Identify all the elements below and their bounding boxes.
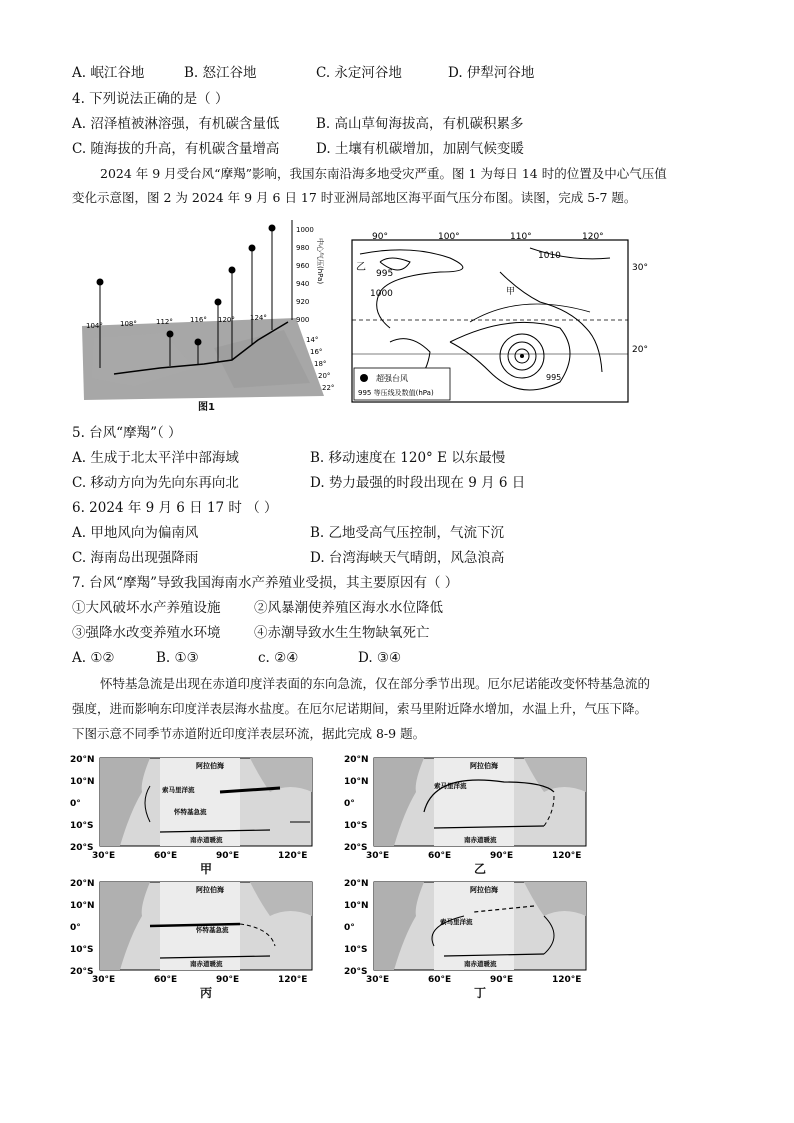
q4-option-a: A. 沼泽植被淋溶强，有机碳含量低 (72, 116, 280, 132)
arabian-sea-label: 阿拉伯海 (470, 886, 498, 894)
q5-stem: 5. 台风“摩羯”（ ） (72, 425, 182, 441)
lat-tick-22: 22° (322, 384, 335, 392)
q5-option-d: D. 势力最强的时段出现在 9 月 6 日 (310, 475, 526, 491)
lon-label: 90°E (216, 975, 240, 985)
lat-tick-20: 20° (318, 372, 331, 380)
lon-label: 60°E (154, 851, 178, 861)
current-label: 索马里洋流 (434, 782, 467, 790)
lon-label: 60°E (428, 975, 452, 985)
fig2-lat-30: 30° (632, 263, 648, 273)
fig2-lat-20: 20° (632, 345, 648, 355)
current-label: 南赤道暖流 (464, 836, 497, 844)
lon-label-112: 112° (156, 318, 173, 326)
lon-label: 30°E (92, 975, 116, 985)
lat-label: 0° (344, 799, 355, 809)
lat-label: 0° (344, 923, 355, 933)
q7-item-1: ①大风破坏水产养殖设施 (72, 600, 221, 616)
lon-label: 90°E (216, 851, 240, 861)
q7-item-4: ④赤潮导致水生生物缺氧死亡 (254, 625, 430, 641)
q3-option-d: D. 伊犁河谷地 (448, 65, 535, 81)
q7-stem: 7. 台风“摩羯”导致我国海南水产养殖业受损，其主要原因有（ ） (72, 575, 459, 591)
isobar-995-typhoon: 995 (546, 373, 562, 382)
lat-label: 10°S (344, 821, 368, 831)
passage1-line1: 2024 年 9 月受台风“摩羯”影响，我国东南沿海多地受灾严重。图 1 为每日 14 时的位置及中心气压值 (100, 166, 667, 181)
lat-label: 10°S (70, 821, 94, 831)
lon-label-120: 120° (218, 316, 235, 324)
current-label: 南赤道暖流 (190, 960, 223, 968)
lon-label: 120°E (552, 975, 582, 985)
fig2-lon-120: 120° (582, 232, 604, 242)
current-label: 索马里洋流 (440, 918, 473, 926)
fig2-lon-100: 100° (438, 232, 460, 242)
pressure-tick-1000: 1000 (296, 226, 314, 234)
passage2-line2: 强度，进而影响东印度洋表层海水盐度。在厄尔尼诺期间，索马里附近降水增加，水温上升，气压下降。 (72, 701, 648, 716)
lat-label: 0° (70, 923, 81, 933)
lon-label: 30°E (366, 851, 390, 861)
pressure-tick-900: 900 (296, 316, 310, 324)
q4-stem: 4. 下列说法正确的是（ ） (72, 91, 229, 107)
lat-label: 20°N (344, 755, 369, 765)
map-panel-label: 丙 (200, 986, 213, 1000)
lon-label: 90°E (490, 851, 514, 861)
lon-label: 120°E (278, 975, 308, 985)
legend-typhoon: 超强台风 (376, 374, 408, 383)
lon-label: 30°E (92, 851, 116, 861)
lat-label: 20°S (70, 843, 94, 853)
lat-label: 10°N (70, 901, 95, 911)
lon-label: 90°E (490, 975, 514, 985)
fig2-lon-110: 110° (510, 232, 532, 242)
pressure-tick-980: 980 (296, 244, 310, 252)
current-label: 索马里洋流 (162, 786, 195, 794)
lon-label: 120°E (278, 851, 308, 861)
q5-option-a: A. 生成于北太平洋中部海域 (72, 450, 239, 466)
q4-option-c: C. 随海拔的升高，有机碳含量增高 (72, 141, 280, 157)
q3-option-a: A. 岷江谷地 (72, 65, 145, 81)
current-label: 南赤道暖流 (464, 960, 497, 968)
q7-item-2: ②风暴潮使养殖区海水水位降低 (254, 600, 443, 616)
figure-2 (350, 232, 650, 404)
lon-label: 30°E (366, 975, 390, 985)
lat-label: 20°N (70, 879, 95, 889)
q4-option-d: D. 土壤有机碳增加，加剧气候变暖 (316, 141, 524, 157)
q7-option-a: A. ①② (72, 650, 115, 666)
map-panel-1 (70, 752, 330, 876)
legend-isobar: 995 等压线及数值(hPa) (358, 389, 434, 397)
lat-label: 10°S (70, 945, 94, 955)
current-label: 怀特基急流 (196, 926, 229, 934)
map-panel-3 (70, 876, 330, 1000)
arabian-sea-label: 阿拉伯海 (196, 886, 224, 894)
lon-label-104: 104° (86, 322, 103, 330)
isobar-1010: 1010 (538, 251, 561, 261)
place-jia: 甲 (506, 287, 516, 297)
lat-tick-16: 16° (310, 348, 323, 356)
lon-label-108: 108° (120, 320, 137, 328)
lat-label: 20°S (70, 967, 94, 977)
lon-label-116: 116° (190, 316, 207, 324)
q6-stem: 6. 2024 年 9 月 6 日 17 时 （ ） (72, 500, 278, 516)
q7-option-c: c. ②④ (258, 650, 299, 666)
current-label: 南赤道暖流 (190, 836, 223, 844)
lon-label: 60°E (154, 975, 178, 985)
lat-tick-14: 14° (306, 336, 319, 344)
isobar-1000: 1000 (370, 289, 393, 299)
passage2-line3: 下图示意不同季节赤道附近印度洋表层环流，据此完成 8-9 题。 (72, 726, 426, 741)
lat-label: 20°S (344, 967, 368, 977)
q7-option-b: B. ①③ (156, 650, 199, 666)
lon-label: 60°E (428, 851, 452, 861)
fig2-lon-90: 90° (372, 232, 388, 242)
pressure-tick-960: 960 (296, 262, 310, 270)
map-panel-4 (344, 876, 604, 1000)
arabian-sea-label: 阿拉伯海 (196, 762, 224, 770)
map-panel-label: 乙 (474, 862, 487, 876)
lat-tick-18: 18° (314, 360, 327, 368)
figure-1 (74, 218, 340, 414)
q4-option-b: B. 高山草甸海拔高，有机碳积累多 (316, 116, 524, 132)
lat-label: 20°N (70, 755, 95, 765)
q7-option-d: D. ③④ (358, 650, 402, 666)
map-panel-label: 甲 (200, 862, 213, 876)
passage2-line1: 怀特基急流是出现在赤道印度洋表面的东向急流，仅在部分季节出现。厄尔尼诺能改变怀特基急流的 (100, 676, 651, 691)
map-panel-2 (344, 752, 604, 876)
q6-option-b: B. 乙地受高气压控制，气流下沉 (310, 525, 505, 541)
pressure-tick-920: 920 (296, 298, 310, 306)
map-panel-label: 丁 (474, 986, 487, 1000)
arabian-sea-label: 阿拉伯海 (470, 762, 498, 770)
q5-option-b: B. 移动速度在 120° E 以东最慢 (310, 450, 506, 466)
lat-label: 10°N (344, 777, 369, 787)
pressure-axis-label: 中心气压(hPa) (316, 238, 324, 285)
isobar-995-top: 995 (376, 269, 394, 279)
pressure-tick-940: 940 (296, 280, 310, 288)
lat-label: 10°N (70, 777, 95, 787)
lat-label: 10°N (344, 901, 369, 911)
q6-option-c: C. 海南岛出现强降雨 (72, 550, 199, 566)
q6-option-a: A. 甲地风向为偏南风 (72, 525, 199, 541)
lat-label: 20°N (344, 879, 369, 889)
q5-option-c: C. 移动方向为先向东再向北 (72, 475, 239, 491)
q7-item-3: ③强降水改变养殖水环境 (72, 625, 221, 641)
q3-option-b: B. 怒江谷地 (184, 65, 257, 81)
figure-1-caption: 图1 (198, 402, 215, 413)
lat-label: 0° (70, 799, 81, 809)
lon-label: 120°E (552, 851, 582, 861)
passage1-line2: 变化示意图，图 2 为 2024 年 9 月 6 日 17 时亚洲局部地区海平面气压分布图。读图，完成 5-7 题。 (72, 190, 637, 205)
lat-label: 20°S (344, 843, 368, 853)
lat-label: 10°S (344, 945, 368, 955)
place-yi: 乙 (356, 262, 366, 273)
lon-label-124: 124° (250, 314, 267, 322)
current-label: 怀特基急流 (174, 808, 207, 816)
q6-option-d: D. 台湾海峡天气晴朗，风急浪高 (310, 550, 505, 566)
q3-option-c: C. 永定河谷地 (316, 65, 402, 81)
